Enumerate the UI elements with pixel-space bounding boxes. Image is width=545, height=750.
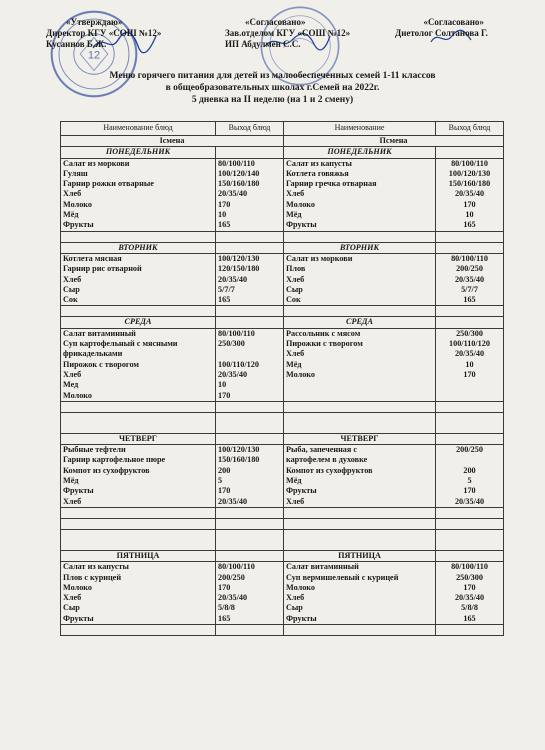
yield-value: 200 — [463, 465, 476, 475]
dish-name: Салат витаминный — [286, 562, 359, 572]
day-row — [61, 147, 504, 158]
spacer — [436, 507, 504, 518]
spacer — [284, 401, 436, 412]
spacer — [284, 624, 436, 635]
title-line-2: в общеобразовательных школах г.Семей на 2022г. — [165, 83, 380, 93]
shift-second: Псмена — [284, 136, 504, 147]
left-dishes-cell — [61, 253, 216, 305]
yield-value: 250/300 — [218, 339, 245, 349]
dish-name: Хлеб — [63, 189, 82, 199]
yield-value: 165 — [218, 295, 231, 305]
spacer-row — [61, 412, 504, 433]
day-items-row — [61, 158, 504, 231]
right-yields-cell — [436, 158, 504, 231]
yield-value: 170 — [218, 199, 231, 209]
approval-name: Кусаинов Б.Ж. — [46, 39, 107, 49]
day-items-row — [61, 253, 504, 305]
day-name-left: ЧЕТВЕРГ — [61, 433, 216, 444]
dish-name: Сок — [286, 295, 301, 305]
spacer — [61, 412, 216, 433]
yield-value: 150/160/180 — [218, 179, 260, 189]
spacer — [216, 529, 284, 550]
dish-name: Гарнир рожки отварные — [63, 179, 154, 189]
day-items-row — [61, 328, 504, 401]
approval-position: Зав.отделом КГУ «СОШ №12» — [225, 28, 351, 38]
yield-value: 20/35/40 — [454, 593, 485, 603]
spacer-row — [61, 306, 504, 317]
dish-name: Компот из сухофруктов — [286, 465, 373, 475]
yield-value: 20/35/40 — [218, 593, 248, 603]
menu-table — [60, 121, 504, 636]
spacer — [284, 529, 436, 550]
dish-name: Рыба, запеченная с — [286, 445, 357, 455]
yield-value: 170 — [463, 199, 476, 209]
yield-value: 200/250 — [218, 572, 245, 582]
right-yields-cell — [436, 562, 504, 625]
dish-name: Молоко — [286, 369, 315, 379]
day-name-left: ВТОРНИК — [61, 242, 216, 253]
dish-name: Фрукты — [286, 220, 317, 230]
dish-name: Пирожок с творогом — [63, 359, 139, 369]
day-name-right: ВТОРНИК — [284, 242, 436, 253]
spacer — [436, 412, 504, 433]
dish-name: Мёд — [286, 359, 302, 369]
spacer — [61, 306, 216, 317]
spacer — [436, 231, 504, 242]
dish-name: Пирожки с творогом — [286, 339, 363, 349]
dish-name: Салат из моркови — [286, 253, 353, 263]
day-row — [61, 242, 504, 253]
day-empty — [436, 242, 504, 253]
yield-value: 10 — [218, 210, 227, 220]
yield-value: 100/110/120 — [218, 359, 259, 369]
right-dishes-cell — [284, 562, 436, 625]
right-yields-cell — [436, 445, 504, 508]
dish-name: Салат из капусты — [286, 158, 352, 168]
yield-value: 165 — [463, 295, 476, 305]
approval-position: Диетолог Солтанова Г. — [395, 28, 488, 38]
yield-value: 200/250 — [456, 445, 483, 455]
day-empty — [216, 147, 284, 158]
spacer — [61, 401, 216, 412]
svg-text:12: 12 — [87, 49, 101, 62]
yield-value: 5/7/7 — [218, 284, 235, 294]
dish-name: Салат из моркови — [63, 158, 130, 168]
yield-value: 10 — [465, 210, 474, 220]
dish-name: Хлеб — [286, 496, 305, 506]
shift-row — [61, 136, 504, 147]
spacer — [284, 306, 436, 317]
spacer-row — [61, 529, 504, 550]
yield-value: 5/8/8 — [461, 603, 478, 613]
approval-manager — [225, 17, 350, 50]
yield-value: 165 — [218, 613, 231, 623]
spacer — [216, 507, 284, 518]
dish-name: Суп картофельный с мясными — [63, 339, 178, 349]
table-header-row — [61, 122, 504, 136]
yield-value: 165 — [463, 613, 476, 623]
yield-value: 100/120/130 — [218, 445, 260, 455]
approval-position: Директор КГУ «СОШ №12» — [46, 28, 162, 38]
yield-value: 165 — [463, 220, 476, 230]
day-name-right: ПЯТНИЦА — [284, 550, 436, 561]
day-empty — [216, 550, 284, 561]
yield-value: 250/300 — [456, 328, 483, 338]
day-empty — [216, 242, 284, 253]
day-name-right: СРЕДА — [284, 317, 436, 328]
day-empty — [436, 433, 504, 444]
left-yields-cell — [216, 253, 284, 305]
yield-value: 165 — [218, 220, 231, 230]
dish-name: Гарнир картофельное пюре — [63, 455, 166, 465]
yield-value: 10 — [218, 380, 227, 390]
yield-value: 170 — [218, 582, 231, 592]
day-empty — [216, 433, 284, 444]
yield-value: 80/100/110 — [218, 562, 255, 572]
yield-value: 80/100/110 — [451, 158, 488, 168]
dish-name: Компот из сухофруктов — [63, 465, 150, 475]
approval-name: ИП Абдулмен С.С. — [225, 39, 301, 49]
dish-name: Фрукты — [63, 220, 94, 230]
dish-name: Салат из капусты — [63, 562, 129, 572]
dish-name: Плов с курицей — [63, 572, 122, 582]
yield-value: 20/35/40 — [218, 369, 248, 379]
dish-name: Хлеб — [286, 349, 305, 359]
spacer — [216, 231, 284, 242]
yield-value: 20/35/40 — [454, 349, 485, 359]
dish-name: Молоко — [63, 199, 92, 209]
yield-value: 100/120/130 — [218, 253, 260, 263]
day-empty — [436, 147, 504, 158]
yield-value: 250/300 — [456, 572, 483, 582]
yield-value: 20/35/40 — [218, 189, 248, 199]
dish-name: Суп вермишелевый с курицей — [286, 572, 399, 582]
spacer-row — [61, 401, 504, 412]
yield-value: 150/160/180 — [448, 179, 491, 189]
spacer — [436, 306, 504, 317]
spacer — [61, 624, 216, 635]
yield-value: 200 — [218, 465, 231, 475]
spacer — [61, 507, 216, 518]
left-yields-cell — [216, 445, 284, 508]
right-dishes-cell — [284, 445, 436, 508]
yield-value: 20/35/40 — [454, 496, 485, 506]
yield-value: 120/150/180 — [218, 264, 260, 274]
day-row — [61, 317, 504, 328]
right-yields-cell — [436, 328, 504, 401]
spacer — [216, 401, 284, 412]
dish-name: Фрукты — [286, 613, 317, 623]
dish-name: Салат витаминный — [63, 328, 136, 338]
dish-name: Фрукты — [63, 486, 94, 496]
yield-value: 170 — [463, 486, 476, 496]
dish-name: картофелем в духовке — [286, 455, 368, 465]
dish-name: фрикадельками — [63, 349, 123, 359]
day-name-left: СРЕДА — [61, 317, 216, 328]
spacer — [61, 518, 216, 529]
dish-name: Рыбные тефтели — [63, 445, 126, 455]
yield-value: 20/35/40 — [454, 189, 485, 199]
yield-value: 170 — [463, 369, 476, 379]
spacer — [61, 529, 216, 550]
dish-name: Сыр — [286, 603, 303, 613]
spacer — [436, 529, 504, 550]
yield-value: 200/250 — [456, 264, 483, 274]
approval-director — [46, 17, 161, 50]
dish-name: Мед — [63, 380, 79, 390]
dish-name: Хлеб — [63, 593, 82, 603]
dish-name: Мёд — [63, 476, 79, 486]
approval-dietitian — [395, 17, 488, 39]
dish-name: Фрукты — [286, 486, 317, 496]
yield-value: 170 — [218, 390, 231, 400]
document-title — [70, 70, 475, 106]
header-yield-left: Выход блюд — [216, 122, 284, 136]
dish-name: Мёд — [286, 476, 302, 486]
dish-name: Фрукты — [63, 613, 94, 623]
day-name-right: ЧЕТВЕРГ — [284, 433, 436, 444]
left-dishes-cell — [61, 562, 216, 625]
dish-name: Гарнир рис отварной — [63, 264, 142, 274]
spacer — [216, 518, 284, 529]
day-name-right: ПОНЕДЕЛЬНИК — [284, 147, 436, 158]
right-yields-cell — [436, 253, 504, 305]
dish-name: Гарнир гречка отварная — [286, 179, 377, 189]
dish-name: Сыр — [63, 603, 80, 613]
dish-name: Молоко — [286, 199, 315, 209]
dish-name: Котлета мясная — [63, 253, 122, 263]
right-dishes-cell — [284, 328, 436, 401]
left-dishes-cell — [61, 158, 216, 231]
spacer — [216, 306, 284, 317]
dish-name: Хлеб — [286, 274, 305, 284]
day-empty — [436, 317, 504, 328]
spacer — [216, 624, 284, 635]
dish-name: Хлеб — [286, 593, 305, 603]
yield-value: 170 — [218, 486, 231, 496]
yield-value: 20/35/40 — [218, 274, 248, 284]
dish-name: Хлеб — [63, 369, 82, 379]
dish-name: Молоко — [63, 582, 92, 592]
header-dish-right: Наименование — [284, 122, 436, 136]
approval-title: «Утверждаю» — [66, 17, 123, 27]
left-dishes-cell — [61, 328, 216, 401]
yield-value: 5/7/7 — [461, 284, 478, 294]
spacer — [436, 624, 504, 635]
header-yield-right: Выход блюд — [436, 122, 504, 136]
day-row — [61, 433, 504, 444]
spacer-row — [61, 507, 504, 518]
spacer-row — [61, 518, 504, 529]
day-name-left: ПОНЕДЕЛЬНИК — [61, 147, 216, 158]
dish-name: Сок — [63, 295, 78, 305]
spacer — [284, 412, 436, 433]
left-yields-cell — [216, 158, 284, 231]
yield-value: 100/120/130 — [448, 168, 491, 178]
day-row — [61, 550, 504, 561]
title-line-1: Меню горячего питания для детей из малообеспеченных семей 1-11 классов — [109, 71, 436, 81]
dish-name: Мёд — [63, 210, 79, 220]
day-items-row — [61, 562, 504, 625]
dish-name: Хлеб — [63, 496, 82, 506]
yield-value: 5 — [467, 476, 472, 486]
spacer — [284, 231, 436, 242]
right-dishes-cell — [284, 158, 436, 231]
yield-value: 20/35/40 — [218, 496, 248, 506]
spacer — [61, 231, 216, 242]
dish-name: Мёд — [286, 210, 302, 220]
dish-name: Молоко — [63, 390, 92, 400]
yield-value: 20/35/40 — [454, 274, 485, 284]
yield-value: 100/110/120 — [449, 339, 490, 349]
yield-value: 100/120/140 — [218, 168, 260, 178]
yield-value — [438, 455, 501, 465]
spacer — [436, 518, 504, 529]
right-dishes-cell — [284, 253, 436, 305]
yield-value: 150/160/180 — [218, 455, 260, 465]
spacer — [284, 507, 436, 518]
left-yields-cell — [216, 562, 284, 625]
yield-value: 170 — [463, 582, 476, 592]
dish-name: Котлета говяжья — [286, 168, 349, 178]
spacer — [216, 412, 284, 433]
day-name-left: ПЯТНИЦА — [61, 550, 216, 561]
dish-name: Молоко — [286, 582, 315, 592]
yield-value: 10 — [465, 359, 474, 369]
spacer — [284, 518, 436, 529]
dish-name: Рассольник с мясом — [286, 328, 361, 338]
left-yields-cell — [216, 328, 284, 401]
spacer — [436, 401, 504, 412]
dish-name: Гуляш — [63, 168, 88, 178]
day-items-row — [61, 445, 504, 508]
spacer-row — [61, 231, 504, 242]
spacer-row — [61, 624, 504, 635]
yield-value — [218, 349, 281, 359]
left-dishes-cell — [61, 445, 216, 508]
yield-value: 80/100/110 — [451, 253, 488, 263]
dish-name: Сыр — [286, 284, 303, 294]
dish-name: Плов — [286, 264, 306, 274]
shift-first: Iсмена — [61, 136, 284, 147]
header-dish-left: Наименование блюд — [61, 122, 216, 136]
dish-name: Сыр — [63, 284, 80, 294]
day-empty — [436, 550, 504, 561]
dish-name: Хлеб — [286, 189, 305, 199]
day-empty — [216, 317, 284, 328]
yield-value: 80/100/110 — [218, 328, 255, 338]
yield-value: 80/100/110 — [451, 562, 488, 572]
approval-title: «Согласовано» — [423, 17, 484, 27]
dish-name: Хлеб — [63, 274, 82, 284]
yield-value: 5 — [218, 476, 223, 486]
yield-value: 5/8/8 — [218, 603, 235, 613]
title-line-3: 5 дневка на II неделю (на 1 и 2 смену) — [191, 95, 354, 105]
yield-value: 80/100/110 — [218, 158, 255, 168]
approval-title: «Согласовано» — [245, 17, 306, 27]
